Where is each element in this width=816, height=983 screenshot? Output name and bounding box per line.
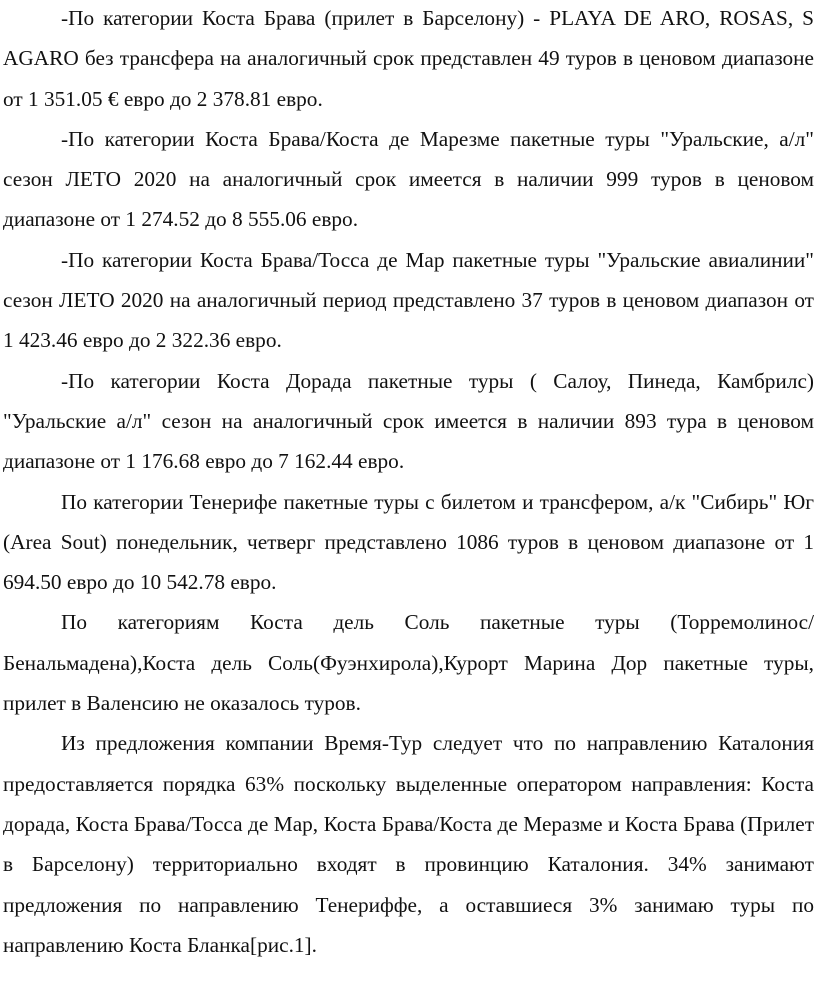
paragraph-costa-brava-maresme: -По категории Коста Брава/Коста де Марезме пакетные туры "Уральские, а/л" сезон ЛЕТО 2020 на аналогичный срок имеется в наличии 999 туров в ценовом диапазоне от 1 274.52 до 8 555.06 евро. <box>3 126 814 232</box>
paragraph-costa-brava-tossa: -По категории Коста Брава/Тосса де Мар пакетные туры "Уральские авиалинии" сезон ЛЕТО 2020 на аналогичный период представлено 37 туров в ценовом диапазон от 1 423.46 евро до 2 322.36 евро. <box>3 247 814 353</box>
paragraph-costa-dorada: -По категории Коста Дорада пакетные туры ( Салоу, Пинеда, Камбрилс) "Уральские а/л" сезон на аналогичный срок имеется в наличии 893 тура в ценовом диапазоне от 1 176.68 евро до 7 162.44 евро. <box>3 368 814 474</box>
paragraph-tenerife: По категории Тенерифе пакетные туры с билетом и трансфером, а/к "Сибирь" Юг (Area Sout) понедельник, четверг представлено 1086 туров в ценовом диапазоне от 1 694.50 евро до 10 542.78 евро. <box>3 489 814 595</box>
paragraph-costa-del-sol: По категориям Коста дель Соль пакетные туры (Торремолинос/Бенальмадена),Коста дель Соль(Фуэнхирола),Курорт Марина Дор пакетные туры, прилет в Валенсию не оказалось туров. <box>3 610 814 716</box>
paragraph-vremya-tour-summary: Из предложения компании Время-Тур следует что по направлению Каталония предоставляется порядка 63% поскольку выделенные оператором направления: Коста дорада, Коста Брава/Тосса де Мар, Коста Брава/Коста де Меразме и Коста Брава (Прилет в Барселону) территориально входят в провинцию Каталония. 34% занимают предложения по направлению Тенериффе, а оставшиеся 3% занимаю туры по направлению Коста Бланка[рис.1]. <box>3 731 814 957</box>
paragraph-costa-brava-barcelona: -По категории Коста Брава (прилет в Барселону) - PLAYA DE ARO, ROSAS, S AGARO без трансфера на аналогичный срок представлен 49 туров в ценовом диапазоне от 1 351.05 € евро до 2 378.81 евро. <box>3 6 814 111</box>
